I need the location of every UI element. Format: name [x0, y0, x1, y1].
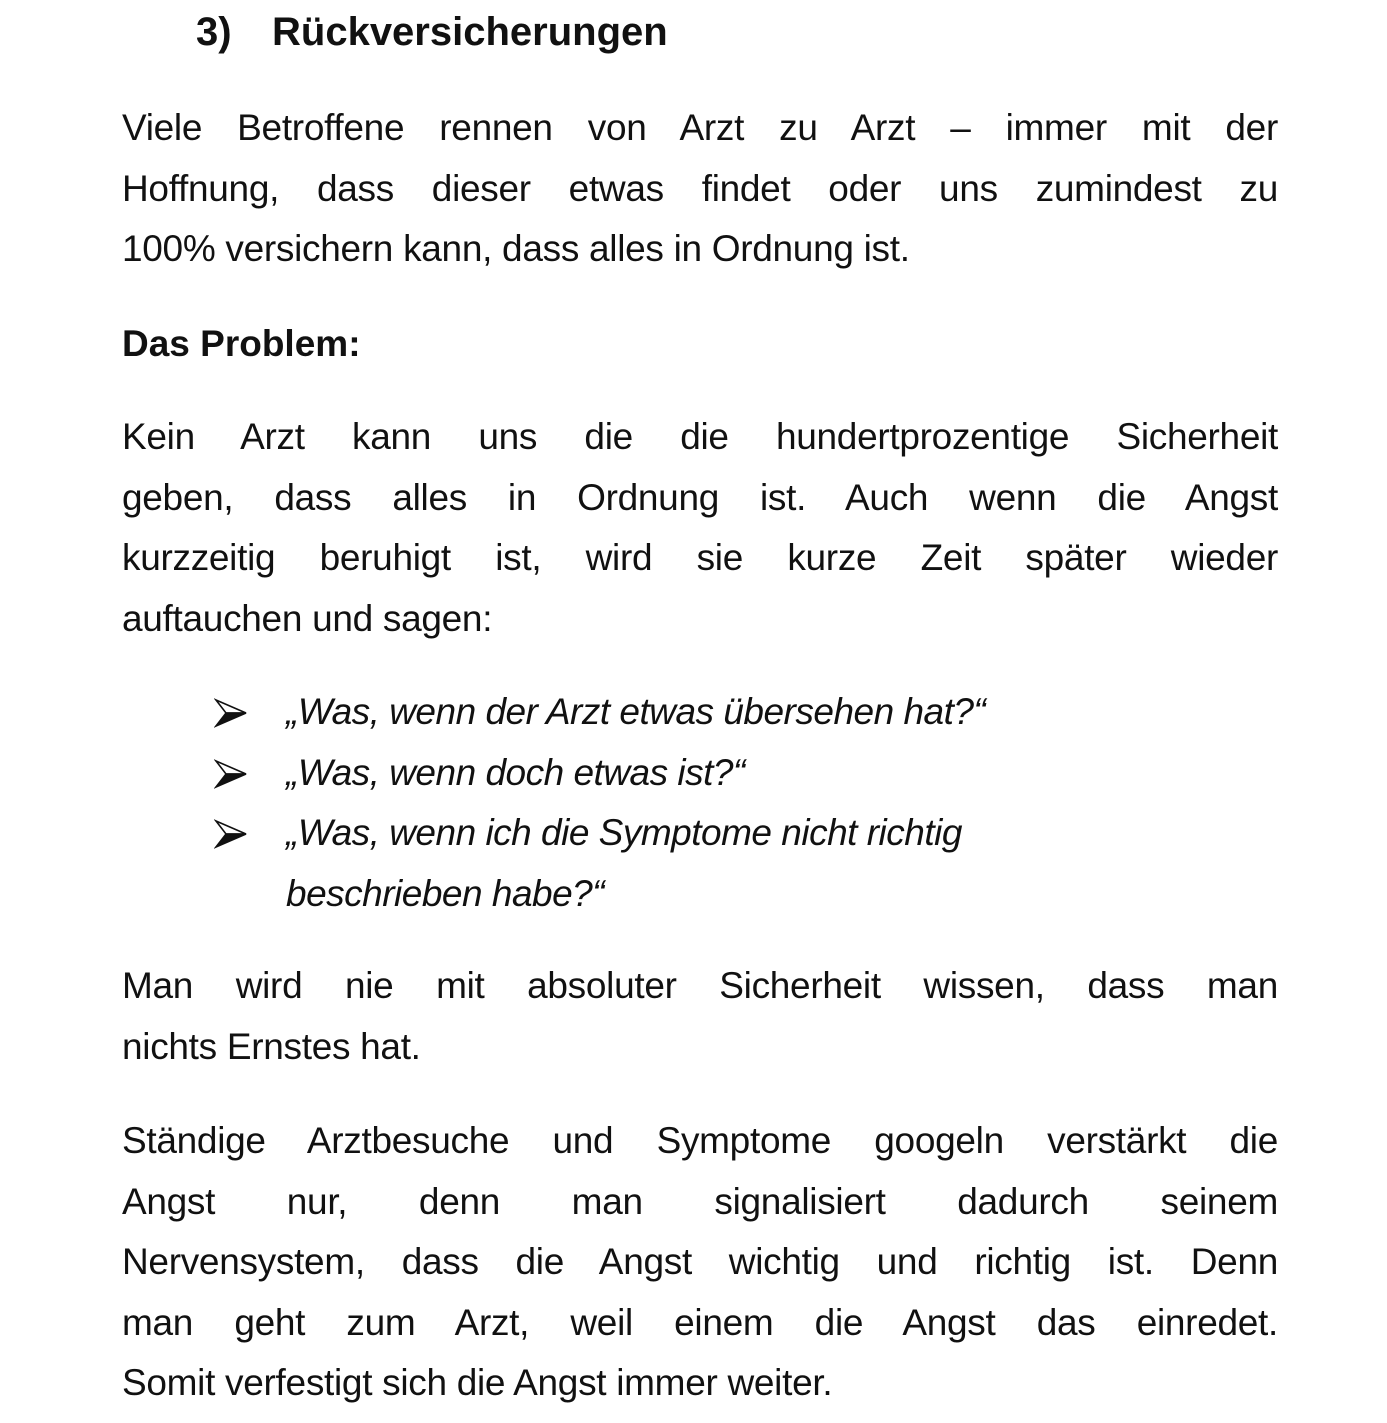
worry-list	[206, 682, 1206, 924]
text-line: Somit verfestigt sich die Angst immer weiter.	[122, 1362, 833, 1403]
text-line: geben, dass alles in Ordnung ist. Auch wenn die Angst	[122, 476, 1278, 518]
list-item	[206, 803, 1206, 924]
arrowhead-bullet-icon	[214, 759, 248, 789]
list-item-text: „Was, wenn ich die Symptome nicht richtig	[286, 812, 962, 853]
text-line: Nervensystem, dass die Angst wichtig und richtig ist. Denn	[122, 1241, 1278, 1282]
list-item-text: beschrieben habe?“	[286, 872, 605, 914]
problem-paragraph	[122, 407, 1278, 649]
list-item	[206, 743, 1206, 804]
text-line: Viele Betroffene rennen von Arzt zu Arzt – immer mit der	[122, 107, 1278, 148]
section-number: 3)	[196, 10, 232, 54]
certainty-paragraph	[122, 956, 1278, 1077]
text-line: kurzzeitig beruhigt ist, wird sie kurze Zeit später wieder	[122, 537, 1278, 578]
list-item	[206, 682, 1206, 743]
conclusion-paragraph	[122, 1111, 1278, 1414]
section-title: Rückversicherungen	[272, 10, 668, 54]
problem-label: Das Problem:	[122, 323, 361, 364]
text-line: auftauchen und sagen:	[122, 597, 493, 639]
text-line: Kein Arzt kann uns die die hundertprozentige Sicherheit	[122, 416, 1278, 457]
arrowhead-bullet-icon	[214, 819, 248, 849]
section-heading	[196, 6, 668, 58]
text-line: man geht zum Arzt, weil einem die Angst das einredet.	[122, 1301, 1278, 1343]
text-line: Hoffnung, dass dieser etwas findet oder uns zumindest zu	[122, 167, 1278, 209]
list-item-text: „Was, wenn doch etwas ist?“	[286, 751, 745, 793]
arrowhead-bullet-icon	[214, 698, 248, 728]
text-line: Man wird nie mit absoluter Sicherheit wissen, dass man	[122, 965, 1278, 1006]
text-line: nichts Ernstes hat.	[122, 1025, 421, 1067]
text-line: Ständige Arztbesuche und Symptome googeln verstärkt die	[122, 1120, 1278, 1161]
list-item-text: „Was, wenn der Arzt etwas übersehen hat?“	[286, 691, 986, 732]
text-line: 100% versichern kann, dass alles in Ordnung ist.	[122, 228, 910, 269]
intro-paragraph	[122, 98, 1278, 280]
text-line: Angst nur, denn man signalisiert dadurch seinem	[122, 1180, 1278, 1222]
